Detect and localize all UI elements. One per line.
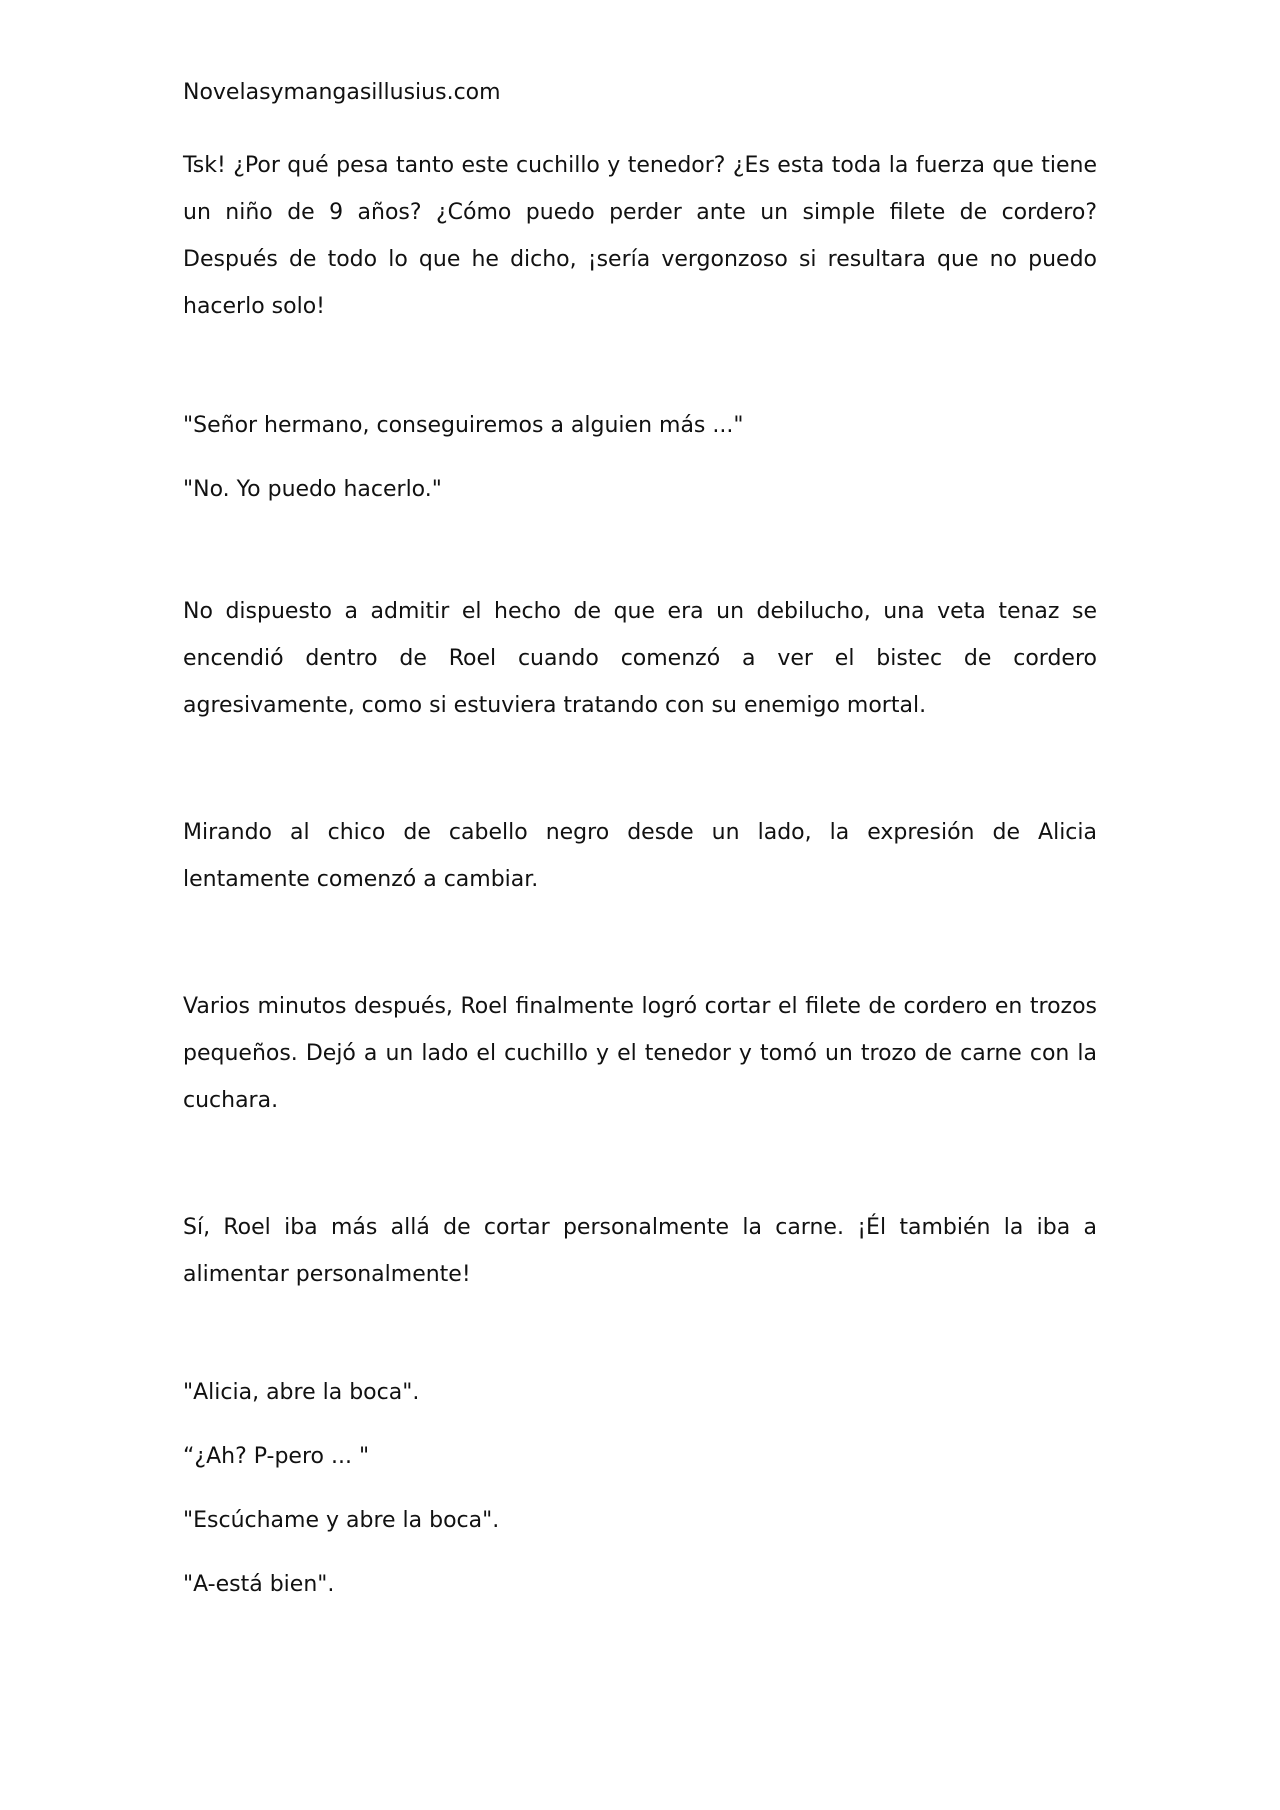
spacer	[183, 1408, 1097, 1442]
spacer	[183, 729, 1097, 809]
paragraph-2: No dispuesto a admitir el hecho de que era un debilucho, una veta tenaz se encendió dentro de Roel cuando comenzó a ver el bistec de cordero agresivamente, como si estuviera tratando con su enemigo mortal.	[183, 599, 1097, 718]
spacer	[183, 330, 1097, 411]
paragraph-5: Sí, Roel iba más allá de cortar personalmente la carne. ¡Él también la iba a alimentar personalmente!	[183, 1215, 1097, 1287]
spacer	[183, 1536, 1097, 1570]
dialog-line-5: "Escúchame y abre la boca".	[183, 1508, 500, 1533]
dialog-line-3: "Alicia, abre la boca".	[183, 1380, 420, 1405]
dialog-line-6: "A-está bien".	[183, 1572, 335, 1597]
spacer	[183, 441, 1097, 475]
spacer	[183, 1472, 1097, 1506]
site-header: Novelasymangasillusius.com	[183, 80, 501, 105]
spacer	[183, 903, 1097, 983]
document-page	[183, 78, 1097, 1600]
dialog-line-4: “¿Ah? P-pero ... "	[183, 1444, 370, 1469]
dialog-line-2: "No. Yo puedo hacerlo."	[183, 477, 442, 502]
spacer	[183, 1298, 1097, 1378]
dialog-line-1: "Señor hermano, conseguiremos a alguien más ..."	[183, 413, 744, 438]
paragraph-4: Varios minutos después, Roel finalmente logró cortar el filete de cordero en trozos pequeños. Dejó a un lado el cuchillo y el tenedor y tomó un trozo de carne con la cuchara.	[183, 994, 1097, 1113]
paragraph-1: Tsk! ¿Por qué pesa tanto este cuchillo y tenedor? ¿Es esta toda la fuerza que tiene un niño de 9 años? ¿Cómo puedo perder ante un simple filete de cordero? Después de todo lo que he dicho, ¡sería vergonzoso si resultara que no puedo hacerlo solo!	[183, 153, 1097, 319]
spacer	[183, 1124, 1097, 1204]
spacer	[183, 505, 1097, 588]
paragraph-3: Mirando al chico de cabello negro desde un lado, la expresión de Alicia lentamente comenzó a cambiar.	[183, 820, 1097, 892]
